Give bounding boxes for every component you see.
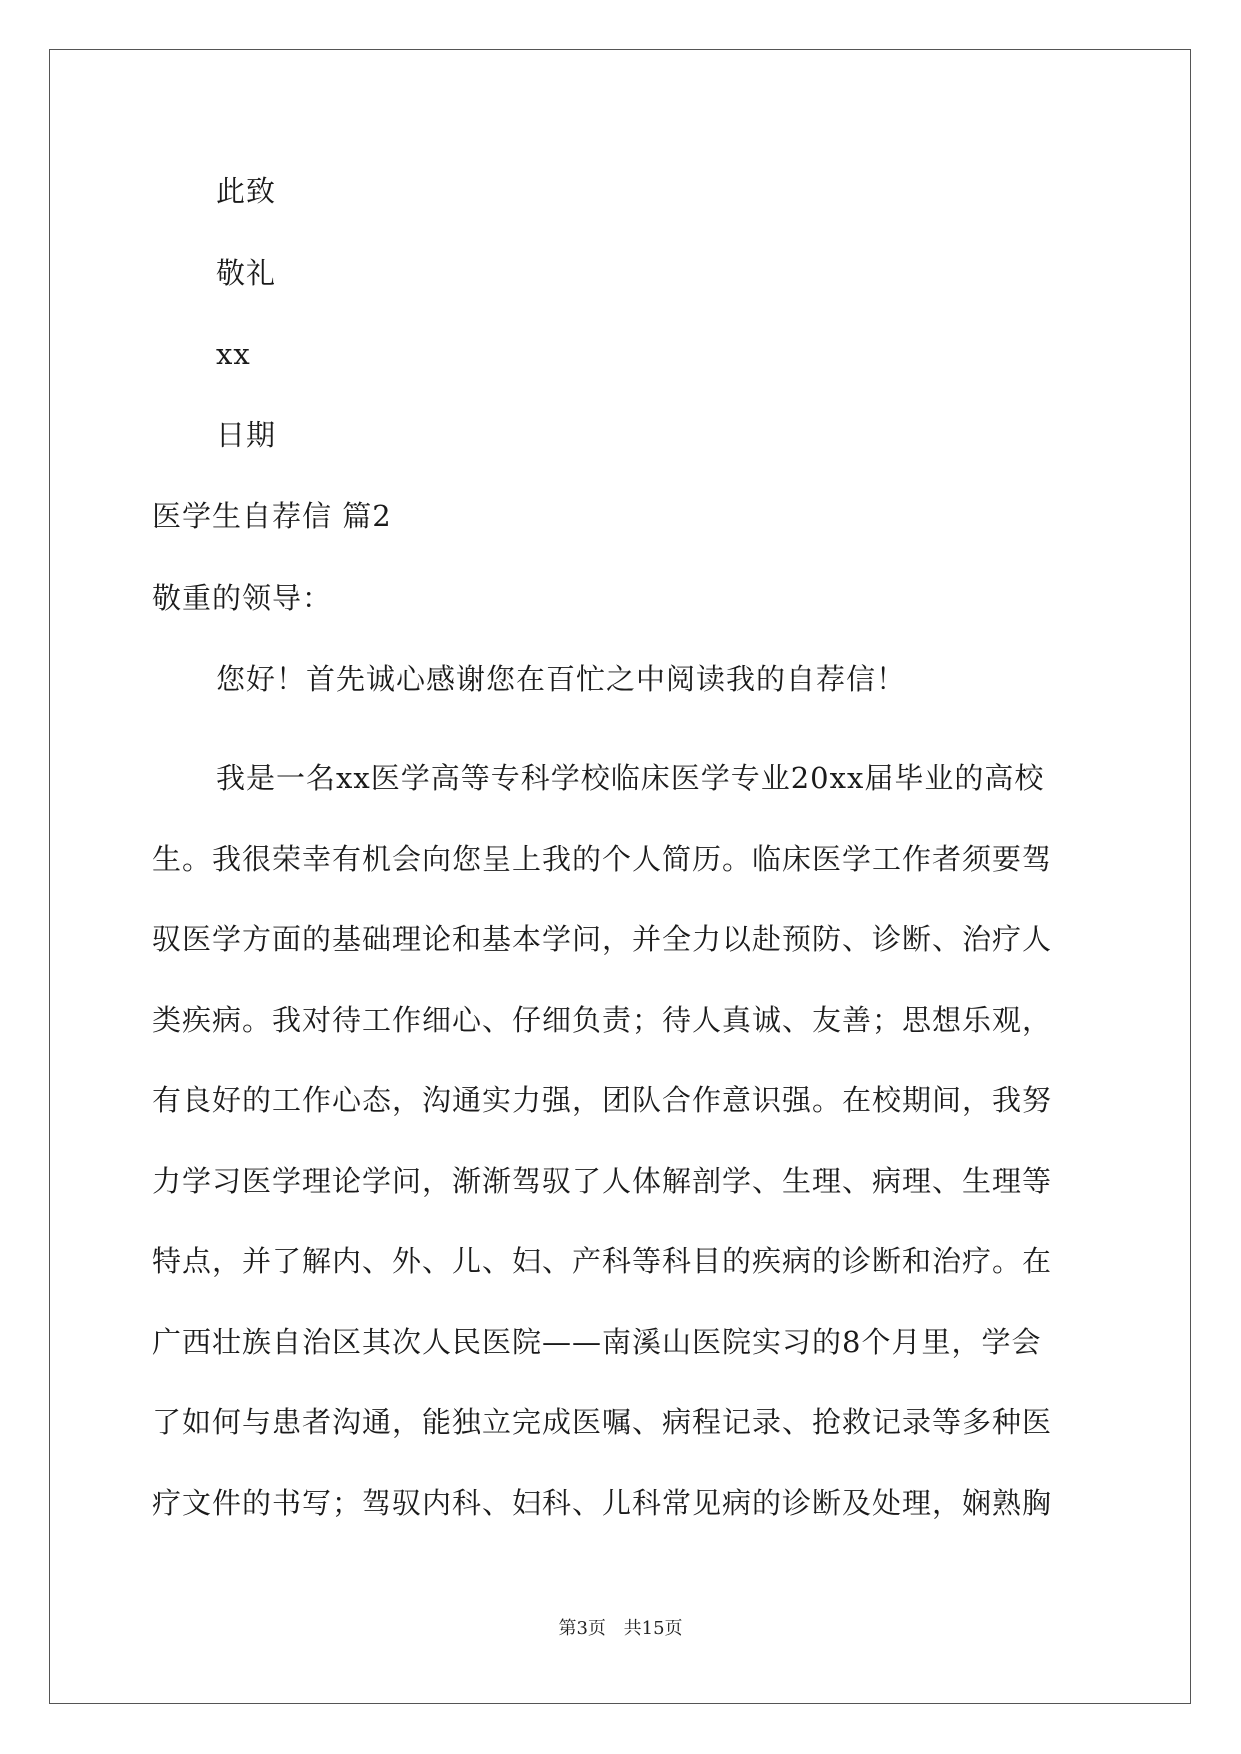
body-line: 驭医学方面的基础理论和基本学问，并全力以赴预防、诊断、治疗人: [152, 922, 1053, 956]
body-line: 我是一名xx医学高等专科学校临床医学专业20xx届毕业的高校: [216, 761, 1045, 795]
greeting-line: 您好！首先诚心感谢您在百忙之中阅读我的自荐信！: [216, 662, 907, 696]
closing-line-2: 敬礼: [216, 256, 277, 290]
section-title: 医学生自荐信 篇2: [152, 499, 392, 533]
page-number: 第3页: [558, 1618, 606, 1639]
body-line: 生。我很荣幸有机会向您呈上我的个人简历。临床医学工作者须要驾: [152, 841, 1053, 876]
body-line: 有良好的工作心态，沟通实力强，团队合作意识强。在校期间，我努: [152, 1083, 1053, 1117]
page-footer: [0, 1618, 1241, 1640]
body-line: 特点，并了解内、外、儿、妇、产科等科目的疾病的诊断和治疗。在: [152, 1244, 1053, 1278]
salutation: 敬重的领导：: [152, 581, 333, 615]
body-line: 类疾病。我对待工作细心、仔细负责；待人真诚、友善；思想乐观，: [152, 1002, 1053, 1037]
page-total: 共15页: [623, 1618, 683, 1639]
letter-date: 日期: [216, 418, 277, 452]
closing-line-1: 此致: [216, 174, 277, 208]
body-line: 疗文件的书写；驾驭内科、妇科、儿科常见病的诊断及处理，娴熟胸: [152, 1485, 1053, 1520]
sender-name: xx: [216, 337, 251, 371]
body-line: 力学习医学理论学问，渐渐驾驭了人体解剖学、生理、病理、生理等: [152, 1163, 1053, 1198]
body-line: 广西壮族自治区其次人民医院——南溪山医院实习的8个月里，学会: [152, 1324, 1042, 1359]
body-line: 了如何与患者沟通，能独立完成医嘱、病程记录、抢救记录等多种医: [152, 1405, 1053, 1439]
body-paragraph: [152, 738, 1092, 1543]
